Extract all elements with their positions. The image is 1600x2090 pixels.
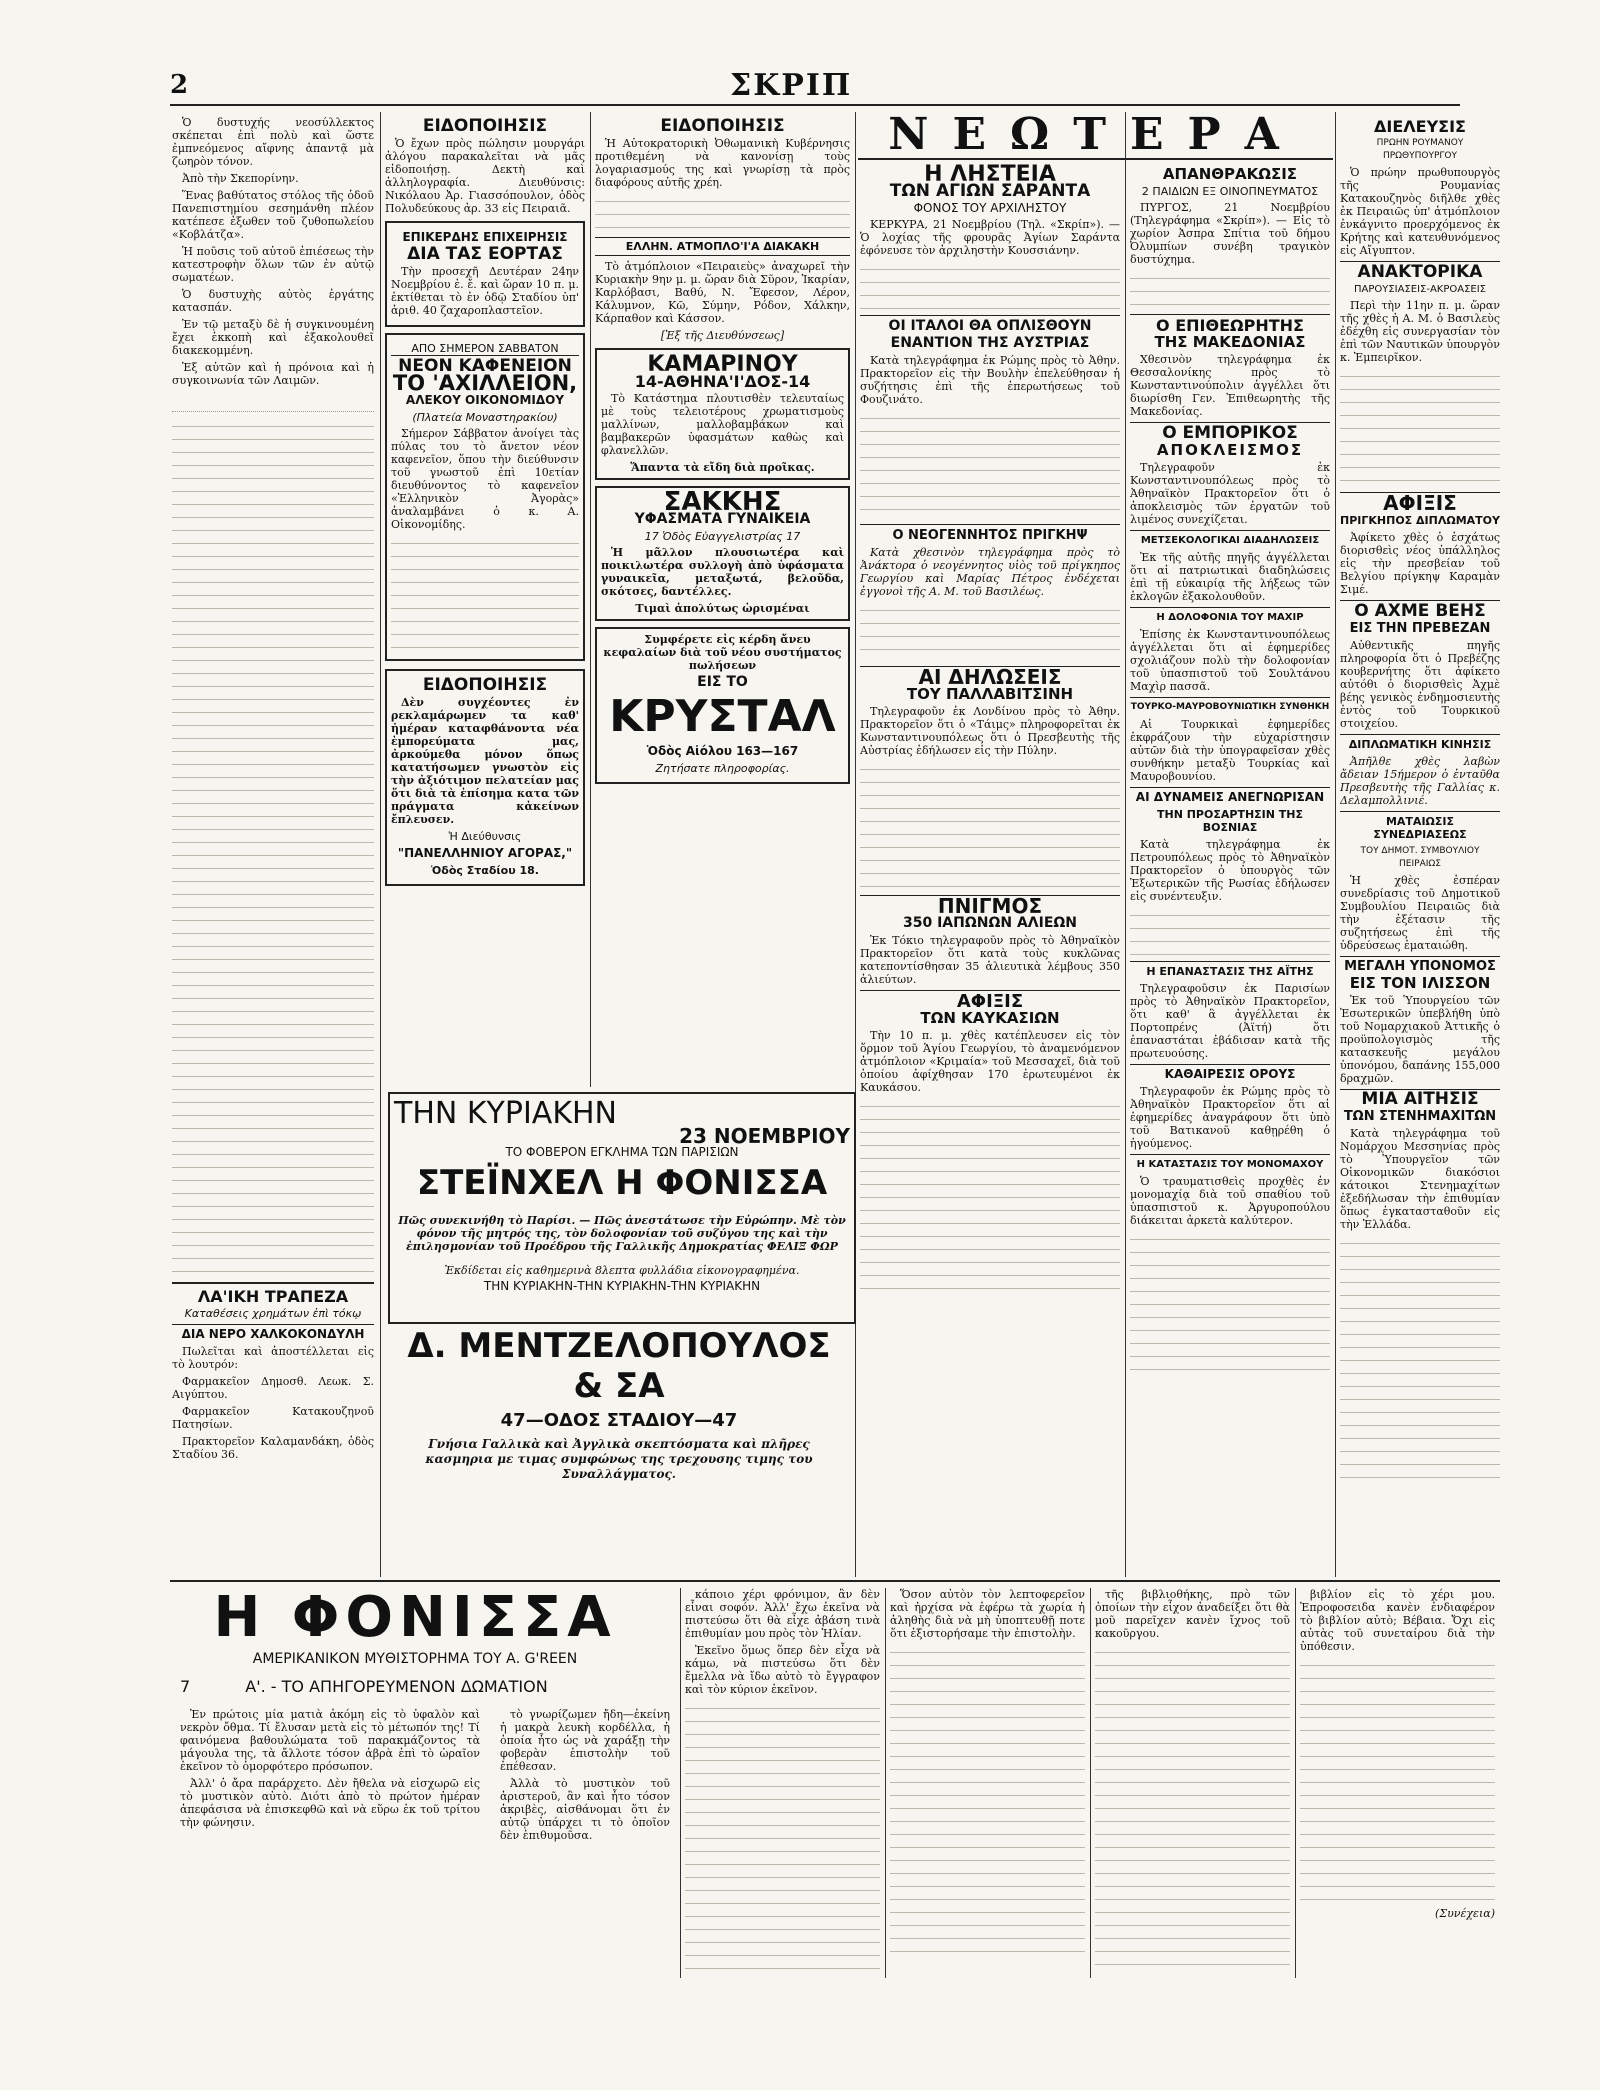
epitheoritis-heading: Ο ΕΠΙΘΕΩΡΗΤΗΣ: [1130, 314, 1330, 332]
dynameis-text: Κατὰ τηλεγράφημα ἐκ Πετρουπόλεως πρὸς τὸ Ἀθηναϊκὸν Πρακτορεῖον ὁ ὑπουργὸς τῶν Ἐξωτερικῶν τῆς Ρωσίας ἐδήλωσεν εἰς συνέντευξιν.: [1130, 838, 1330, 903]
vehis-text: Αὐθεντικῆς πηγῆς πληροφορία ὅτι ὁ Πρεβέζης κουβερνήτης ὅτι ἀφίκετο αὐτόθι ὁ διορισθεὶς Ἀχμὲ βέης γενικὸς ἐνδημοσιευτὴς ἐντὸς τοῦ Τουρκικοῦ στοιχείου.: [1340, 639, 1500, 730]
notice2-signature-name: "ΠΑΝΕΛΛΗΝΙΟΥ ΑΓΟΡΑΣ,": [397, 846, 573, 860]
epitheoritis-text: Χθεσινὸν τηλεγράφημα ἐκ Θεσσαλονίκης πρὸς τὸ Κωνσταντινούπολιν ἀγγέλλει ὅτι διωρίσθη Γεν. Ἐπιθεωρητὴς τῆς Μακεδονίας.: [1130, 353, 1330, 418]
pnigmos-subheading: 350 ΙΑΠΩΝΩΝ ΑΛΙΕΩΝ: [902, 915, 1078, 931]
emporikos-text: Τηλεγραφοῦν ἐκ Κωνσταντινουπόλεως πρὸς τὸ Ἀθηναϊκὸν Πρακτορεῖον ὅτι ὁ ἀποκλεισμὸς τῶν ἐργατῶν τοῦ λιμένος συνεχίζεται.: [1130, 461, 1330, 526]
sakkis-heading: ΣΑΚΚΗΣ: [663, 487, 782, 517]
epikerdis-heading: ΕΠΙΚΕΡΔΗΣ ΕΠΙΧΕΙΡΗΣΙΣ: [402, 230, 568, 244]
body-text-block: [1300, 1657, 1495, 1907]
masthead: [170, 70, 1460, 106]
serial-text: βιβλίον εἰς τὸ χέρι μου. Ἐπροφοσειδα κανὲν ἐνδιαφέρον τὸ βιβλίον αὐτὸ; Βέβαια. Ὄχι εἰς αὐτὰς τοῦ συνεταίρου διὰ τὴν ὑπόθεσιν.: [1300, 1588, 1495, 1653]
nero-text: Πωλεῖται καὶ ἀποστέλλεται εἰς τὸ λουτρόν:: [172, 1345, 374, 1371]
afixis6-text: Ἀφίκετο χθὲς ὁ ἐσχάτως διορισθεὶς νέος ὑπάλληλος εἰς τὴν πρεσβείαν τοῦ Βελγίου πρίγκηψ Καραμὰν Σιμέ.: [1340, 531, 1500, 596]
mentzelopoulos-name: Δ. ΜΕΝΤΖΕΛΟΠΟΥΛΟΣ & ΣΑ: [407, 1326, 831, 1406]
article-text: Ἐν τῷ μεταξὺ δὲ ἡ συγκινουμένη ἔχει ἐκκοπὴ καὶ ἐξακολουθεῖ διακεκομμένη.: [172, 318, 374, 357]
kyriaki-title: ΤΗΝ ΚΥΡΙΑΚΗΝ: [394, 1096, 617, 1131]
dynameis-subheading: ΤΗΝ ΠΡΟΣΑΡΤΗΣΙΝ ΤΗΣ ΒΟΣΝΙΑΣ: [1156, 808, 1304, 834]
epikerdis-text: Τὴν προσεχῆ Δευτέραν 24ην Νοεμβρίου ἐ. ἔ. καὶ ὥραν 10 π. μ. ἐκτίθεται τὸ ἐν ὁδῷ Σταδίου ὑπ' ἀριθ. 40 ζαχαροπλαστεῖον.: [391, 265, 579, 317]
body-text-block: [1095, 1644, 1290, 1974]
body-text-block: [1340, 368, 1500, 488]
kamarinou-heading: ΚΑΜΑΡΙΝΟΥ: [647, 352, 798, 377]
krystal-text: Συμφέρετε εἰς κέρδη ἄνευ κεφαλαίων διὰ τοῦ νέου συστήματος πωλήσεων: [603, 633, 842, 672]
kafeneio-box: [385, 333, 585, 661]
body-text-block: [1340, 1235, 1500, 1485]
body-text-block: [860, 261, 1120, 311]
krystal-eis: ΕΙΣ ΤΟ: [697, 674, 748, 690]
notice2-text: Δὲν συγχέοντες ἐν ρεκλαμάρωμεν τα καθ' ἡμέραν καταφθάνοντα νέα ἐμπορεύματα μας, ἀρκούμεθα μόνον ὅπως κατατήσωμεν γνωστὸν εἰς τὴν ἀξιότιμον πελατείαν μας ὅτι διὰ τὰ ἐπίσημα κατα τῶν πράγματα κἀκείνων ἔπλευσεν.: [391, 696, 579, 826]
dieleysis-text: Ὁ πρώην πρωθυπουργὸς τῆς Ρουμανίας Κατακουζηνὸς διῆλθε χθὲς ἐκ Πειραιῶς ὑπ' ἀτμόπλοιον ἐνκάγνιτο προερχόμενος ἐκ Κρήτης καὶ κατευθυνόμενος εἰς Αἴγυπτον.: [1340, 166, 1500, 257]
kamarinou-box: [595, 348, 850, 480]
column-rule: [590, 112, 591, 1087]
article-text: Ὁ δυστυχὴς αὐτὸς ἐργάτης κατασπάν.: [172, 288, 374, 314]
serial-column-3: [685, 1588, 880, 1978]
kathairesis-text: Τηλεγραφοῦν ἐκ Ρώμης πρὸς τὸ Ἀθηναϊκὸν Πρακτορεῖον ὅτι αἱ ἐφημερίδες ἀναγράφουν ὅτι ὑπὸ τοῦ Βατικανοῦ καθῃρέθη ὁ ἡγούμενος.: [1130, 1085, 1330, 1150]
atm-heading: ΕΛΛΗΝ. ΑΤΜΟΠΛΟ'Ι'Α ΔΙΑΚΑΚΗ: [595, 237, 850, 256]
kamarinou-note: Ἅπαντα τὰ εἴδη διὰ προῖκας.: [630, 461, 815, 474]
metsek-heading: ΜΕΤΣΕΚΟΛΟΓΙΚΑΙ ΔΙΑΔΗΛΩΣΕΙΣ: [1130, 530, 1330, 547]
monomaxou-heading: Η ΚΑΤΑΣΤΑΣΙΣ ΤΟΥ ΜΟΝΟΜΑΧΟΥ: [1130, 1154, 1330, 1171]
diloseis-subheading: ΤΟΥ ΠΑΛΛΑΒΙΤΣΙΝΗ: [906, 685, 1074, 703]
column-rule: [885, 1588, 886, 1978]
maxir-heading: Η ΔΟΛΟΦΟΝΙΑ ΤΟΥ ΜΑΧΙΡ: [1130, 607, 1330, 624]
krystal-heading: ΚΡΥΣΤΑΛ: [609, 691, 836, 742]
column-1: [172, 116, 374, 1576]
afixis-text: Τὴν 10 π. μ. χθὲς κατέπλευσεν εἰς τὸν ὅρμον τοῦ Ἁγίου Γεωργίου, τὸ ἀναμενόμενον ἀτμόπλοιον «Κριμαία» τοῦ Μεσσαχεῖ, διὰ τοῦ ὁποίου ἀφίχθησαν 170 ἐρωτευμένοι ἐκ Καυκάσου.: [860, 1029, 1120, 1094]
prigkips-heading: Ο ΝΕΟΓΕΝΝΗΤΟΣ ΠΡΙΓΚΗΨ: [860, 524, 1120, 542]
body-text-block: [595, 193, 850, 233]
pnigmos-text: Ἐκ Τόκιο τηλεγραφοῦν πρὸς τὸ Ἀθηναϊκὸν Πρακτορεῖον ὅτι κατὰ τοὺς κυκλῶνας κατεποντίσθησαν 35 ἁλιευτικὰ λέμβους 350 ἁλιεύτων.: [860, 934, 1120, 986]
body-text-block: [685, 1700, 880, 1978]
body-text-block: [1130, 270, 1330, 310]
column-3: [595, 116, 850, 1081]
anaktorika-heading: ΑΝΑΚΤΟΡΙΚΑ: [1340, 261, 1500, 279]
epanastasis-text: Τηλεγραφοῦσιν ἐκ Παρισίων πρὸς τὸ Ἀθηναϊκὸν Πρακτορεῖον, ὅτι καθ' ἃ ἀγγέλλεται ἐκ Πορτοπρένς (Ἀϊτή) ὅτι ἐπαναστάται ἐβάδισαν κατὰ τῆς πρωτευούσης.: [1130, 982, 1330, 1060]
column-rule: [1125, 112, 1126, 1577]
sakkis-address: 17 Ὁδὸς Εὐαγγελιστρίας 17: [644, 530, 801, 543]
body-text-block: [1130, 1231, 1330, 1381]
body-text-block: [391, 535, 579, 655]
italoi-heading: ΟΙ ΙΤΑΛΟΙ ΘΑ ΟΠΛΙΣΘΟΥΝ: [860, 315, 1120, 333]
section-divider: [170, 1580, 1500, 1582]
notice2-address: Ὁδὸς Σταδίου 18.: [431, 864, 539, 877]
column-6: [1340, 116, 1500, 1576]
body-text-block: [860, 1098, 1120, 1298]
serial-subtitle: ΑΜΕΡΙΚΑΝΙΚΟΝ ΜΥΘΙΣΤΟΡΗΜΑ ΤΟΥ Α. G'REEN: [252, 1651, 578, 1667]
vehis-subheading: ΕΙΣ ΤΗΝ ΠΡΕΒΕΖΑΝ: [1349, 621, 1491, 636]
diloseis-heading: ΑΙ ΔΗΛΩΣΕΙΣ: [860, 666, 1120, 684]
text-filler: [172, 391, 374, 412]
serial-section: [170, 1585, 1500, 1988]
lestia-heading: Η ΛΗΣΤΕΙΑ: [924, 164, 1056, 187]
serial-text: Ἐκεῖνο ὅμως ὅπερ δὲν εἶχα νὰ κάμω, νὰ πιστεύσω ὅτι δὲν ἔμελλα νὰ ἴδω αὐτὸ τὸ ἔγγραφον καὶ τὸν κύριον ἐκεῖνον.: [685, 1644, 880, 1696]
serial-text: Ἀλλὰ τὸ μυστικὸν τοῦ ἀριστεροῦ, ἂν καὶ ἦτο τόσον ἀκριβὲς, αἰσθάνομαι ὅτι ἐν αὐτῷ ὑπάρχει τι τὸ ὁποῖον δὲν ἐπιθυμοῦσα.: [500, 1777, 670, 1842]
kafeneio-heading: ΝΕΟΝ ΚΑΦΕΝΕΙΟΝ: [398, 356, 572, 376]
krystal-address: Ὁδὸς Αἰόλου 163—167: [646, 744, 799, 758]
kamarinou-address: 14-ΑΘΗΝΑ'Ι'ΔΟΣ-14: [634, 372, 811, 391]
prigkips-text: Κατὰ χθεσινὸν τηλεγράφημα πρὸς τὸ Ἀνάκτορα ὁ νεογέννητος υἱὸς τοῦ πρίγκηπος Γεωργίου καὶ Μαρίας Πέτρος ἐνδέχεται ἐγγονοὶ τῆς Α. Μ. τοῦ Βασιλέως.: [860, 546, 1120, 598]
serial-text: Ἐν πρώτοις μία ματιὰ ἀκόμη εἰς τὸ ὑφαλὸν καὶ νεκρὸν ὄθμα. Τί ἔλυσαν μετὰ εἰς τὸ μέτωπόν της! Τί φαινόμενα βαθουλώματα τοῦ παρακμάζοντος τὰ μάγουλα της, τὰ ἄλλοτε τόσον ἀβρὰ ἐπὶ τὸ ὡραῖον ἐκεῖνον τὸ ὁμορφότερο πρόσωπον.: [180, 1708, 480, 1773]
serial-column-2: [500, 1708, 670, 1978]
mataioseis-heading: ΜΑΤΑΙΩΣΙΣ ΣΥΝΕΔΡΙΑΣΕΩΣ: [1340, 811, 1500, 841]
article-text: Ἕνας βαθύτατος στόλος τῆς ὁδοῦ Πανεπιστημίου σεσημάνθη πλέον κατέπεσε ἐξωθεν τοῦ ζυθοπωλείου «Κοβλάτζα».: [172, 189, 374, 241]
ypon-heading: ΜΕΓΑΛΗ ΥΠΟΝΟΜΟΣ: [1340, 956, 1500, 973]
ypon-text: Ἐκ τοῦ Ὑπουργείου τῶν Ἐσωτερικῶν ὑπεβλήθη ὑπὸ τοῦ Νομαρχιακοῦ Ἀττικῆς ὁ προϋπολογισμὸς τῆς κατασκευῆς μεγάλου ὑπονόμου, δαπάνης 155,000 δραχμῶν.: [1340, 994, 1500, 1085]
column-rule: [1335, 112, 1336, 1577]
afixis-heading: ΑΦΙΞΙΣ: [860, 990, 1120, 1008]
notice-text: Ὁ ἔχων πρὸς πώλησιν μουργάρι ἀλόγου παρακαλεῖται νὰ μᾶς εἰδοποιήσῃ. Δεκτὴ καὶ ἀλληλογραφία. Διευθύνσις: Νικόλαου Ἀρ. Γιασσόπουλον, ὁδὸς Πολυδεύκους ἀρ. 33 εἰς Πειραιᾶ.: [385, 137, 585, 215]
emporikos-subheading: ΑΠΟΚΛΕΙΣΜΟΣ: [1156, 441, 1304, 459]
afixis6-heading: ΑΦΙΞΙΣ: [1340, 492, 1500, 510]
column-rule: [1090, 1588, 1091, 1978]
afixis-subheading: ΤΩΝ ΚΑΥΚΑΣΙΩΝ: [920, 1009, 1060, 1027]
body-text-block: [860, 602, 1120, 662]
nero-text: Φαρμακεῖον Δημοσθ. Λεωκ. Σ. Αιγύπτου.: [172, 1375, 374, 1401]
notice-text: Ἡ Αὐτοκρατορικὴ Ὀθωμανικὴ Κυβέρνησις προτιθεμένη νὰ κανονίσῃ τοὺς λογαριασμούς της καὶ γνωρίσῃ τὰ πρὸς διαφόρους αὐτῆς χρέη.: [595, 137, 850, 189]
metsek-text: Ἐκ τῆς αὐτῆς πηγῆς ἀγγέλλεται ὅτι αἱ πατριωτικαὶ διαδηλώσεις ἐπὶ τῇ εὐκαιρίᾳ τῆς λήξεως τῶν ἐκλογῶν ἐξακολουθοῦν.: [1130, 551, 1330, 603]
anthrak-heading: ΑΠΑΝΘΡΑΚΩΣΙΣ: [1162, 165, 1298, 183]
column-4: [860, 164, 1120, 1574]
anthrak-text: ΠΥΡΓΟΣ, 21 Νοεμβρίου (Τηλεγράφημα «Σκρίπ»). — Εἰς τὸ χωρίον Ἀσπρα Σπίτια τοῦ δήμου Ὀλυμπίων συνέβη τραγικὸν δυστύχημα.: [1130, 201, 1330, 266]
body-text-block: [860, 410, 1120, 520]
notice2-box: [385, 669, 585, 886]
column-rule: [1295, 1588, 1296, 1978]
body-text-block: [890, 1644, 1085, 1964]
epikerdis-box: [385, 221, 585, 327]
kyriaki-note: Ἐκδίδεται εἰς καθημερινὰ 8λεπτα φυλλάδια εἰκονογραφημένα.: [444, 1264, 800, 1277]
kafeneio-location: (Πλατεία Μοναστηρακίου): [412, 411, 558, 424]
diloseis-text: Τηλεγραφοῦν ἐκ Λονδίνου πρὸς τὸ Ἀθην. Πρακτορεῖον ὅτι ὁ «Τάιμς» πληροφορεῖται ἐκ Κωνσταντινουπόλεως ὅτι ὁ Πρεσβευτὴς τῆς Αὐστρίας ἐδήλωσεν εἰς τὴν Πύλην.: [860, 705, 1120, 757]
diplo-text: Ἀπῆλθε χθὲς λαβὼν ἄδειαν 15ήμερον ὁ ἐνταῦθα Πρεσβευτὴς τῆς Γαλλίας κ. Δελαμπολλινιέ.: [1340, 755, 1500, 807]
dieleysis-heading: ΔΙΕΛΕΥΣΙΣ: [1374, 117, 1466, 136]
italoi-subheading: ΕΝΑΝΤΙΟΝ ΤΗΣ ΑΥΣΤΡΙΑΣ: [890, 335, 1090, 351]
serial-column-1: [180, 1708, 480, 1978]
mentzelopoulos-address: 47—ΟΔΟΣ ΣΤΑΔΙΟΥ—47: [500, 1410, 738, 1431]
body-text-block: [1130, 907, 1330, 957]
kyriaki-date: 23 ΝΟΕΜΒΡΙΟΥ: [679, 1124, 850, 1148]
notice-heading: ΕΙΔΟΠΟΙΗΣΙΣ: [660, 116, 785, 136]
page-number: 2: [170, 70, 189, 100]
body-text-block: [172, 418, 374, 1278]
aitisis-subheading: ΤΩΝ ΣΤΕΝΗΜΑΧΙΤΩΝ: [1343, 1109, 1497, 1124]
newspaper-title: ΣΚΡΙΠ: [730, 68, 853, 103]
anaktorika-subheading: ΠΑΡΟΥΣΙΑΣΕΙΣ-ΑΚΡΟΑΣΕΙΣ: [1353, 284, 1487, 295]
laiki-trapeza-subheading: Καταθέσεις χρημάτων ἐπὶ τόκῳ: [184, 1307, 362, 1320]
nero-text: Φαρμακεῖον Κατακουζηνοῦ Πατησίων.: [172, 1405, 374, 1431]
article-text: Ὁ δυστυχής νεοσύλλεκτος σκέπεται ἐπὶ πολὺ καὶ ὥστε ἐμπνεόμενος αἴφνης ἀπαντᾷ μὰ ζωηρὸν τόνον.: [172, 116, 374, 168]
tourko-heading: ΤΟΥΡΚΟ-ΜΑΥΡΟΒΟΥΝΙΩΤΙΚΗ ΣΥΝΘΗΚΗ: [1130, 697, 1330, 714]
column-rule: [380, 112, 381, 1577]
sakkis-note: Τιμαὶ ἀπολύτως ὡρισμέναι: [635, 602, 810, 615]
anaktorika-text: Περὶ τὴν 11ην π. μ. ὥραν τῆς χθὲς ἡ Α. Μ. ὁ Βασιλεὺς ἐδέχθη εἰς συνεργασίαν τὸν ἐπὶ τῶν Ναυτικῶν ὑπουργὸν κ. Ἐμπειρῖκον.: [1340, 299, 1500, 364]
notice-heading: ΕΙΔΟΠΟΙΗΣΙΣ: [422, 116, 548, 136]
dynameis-heading: ΑΙ ΔΥΝΑΜΕΙΣ ΑΝΕΓΝΩΡΙΣΑΝ: [1130, 787, 1330, 804]
kyriaki-headline: ΣΤΕΪΝΧΕΛ Η ΦΟΝΙΣΣΑ: [416, 1163, 828, 1203]
mentzelopoulos-ad: [388, 1322, 850, 1572]
serial-column-5: [1095, 1588, 1290, 1978]
column-2: [385, 116, 585, 1081]
serial-heading-block: [180, 1585, 650, 1696]
sakkis-text: Ἡ μᾶλλον πλουσιωτέρα καὶ ποικιλωτέρα συλλογὴ ἀπὸ ὑφάσματα γυναικεῖα, μεταξωτά, βελοῦδα, σκότσες, δαντέλλες.: [601, 546, 844, 598]
serial-text: Ἀλλ' ὁ ἄρα παράρχετο. Δὲν ἤθελα νὰ εἰσχωρῶ εἰς τὸ μυστικὸν αὐτὸ. Διότι ἀπὸ τὸ πρώτον ἡμέραν ἀπεφάσισα νὰ ἐπισκεφθῶ καὶ νὰ εὕρω ἐκ τοῦ τρίτου τὴν φώνησιν.: [180, 1777, 480, 1829]
neotera-title: ΝΕΩΤΕΡΑ: [888, 109, 1303, 160]
notice2-heading: ΕΙΔΟΠΟΙΗΣΙΣ: [422, 675, 548, 695]
kafeneio-name: ΤΟ 'ΑΧΙΛΛΕΙΟΝ,: [392, 371, 578, 395]
serial-continued: (Συνέχεια): [1435, 1907, 1495, 1920]
article-text: Ἐξ αὐτῶν καὶ ἡ πρόνοια καὶ ἡ συγκοινωνία τῶν Λαιμῶν.: [172, 361, 374, 387]
kafeneio-text: Σήμερον Σάββατον ἀνοίγει τὰς πύλας του τὸ ἄνετον νέον καφενεῖον, ὅπου τὴν διεύθυνσιν τοῦ γνωστοῦ ἐπὶ 10ετίαν διευθύνοντος τὸ καφενεῖον «Ἑλληνικὸν Ἀγορὰς» ἀναλαμβάνει ὁ κ. Α. Οἰκονομίδης.: [391, 427, 579, 531]
serial-text: Ὅσον αὐτὸν τὸν λεπτοφερεῖον καὶ ἠρχίσα νὰ ἐφέρω τὰ χωρία ἡ ἀληθὴς διὰ νὰ μὴ ὑποπτευθῇ ποτε ὅτι ἐξιστορήσαμε τὴν ἐπιστολὴν.: [890, 1588, 1085, 1640]
kathairesis-heading: ΚΑΘΑΙΡΕΣΙΣ ΟΡΟΥΣ: [1130, 1064, 1330, 1081]
column-rule: [680, 1588, 681, 1978]
krystal-note: Ζητήσατε πληροφορίας.: [655, 762, 790, 775]
aitisis-heading: ΜΙΑ ΑΙΤΗΣΙΣ: [1340, 1089, 1500, 1106]
chapter-title: Α'. - ΤΟ ΑΠΗΓΟΡΕΥΜΕΝΟΝ ΔΩΜΑΤΙΟΝ: [245, 1677, 548, 1696]
kyriaki-text: Πῶς συνεκινήθη τὸ Παρίσι. — Πῶς ἀνεστάτωσε τὴν Εὐρώπην. Μὲ τὸν φόνον τῆς μητρός της, τὸν δολοφονίαν τοῦ συζύγου της καὶ τὴν ἐπιλησμονίαν τοῦ Προέδρου τῆς Γαλλικῆς Δημοκρατίας ΦΕΛΙΞ ΦΩΡ: [398, 1214, 846, 1253]
article-text: Ἀπὸ τὴν Σκεπορίνην.: [182, 172, 299, 185]
kyriaki-ad: [388, 1092, 856, 1324]
apo-simeron-heading: ΑΠΟ ΣΗΜΕΡΟΝ ΣΑΒΒΑΤΟΝ: [391, 342, 579, 356]
epikerdis-subheading: ΔΙΑ ΤΑΣ ΕΟΡΤΑΣ: [407, 244, 563, 264]
column-rule: [855, 112, 856, 1577]
afixis6-subheading: ΠΡΙΓΚΗΠΟΣ ΔΙΠΛΩΜΑΤΟΥ: [1340, 514, 1500, 527]
serial-chapter: [180, 1677, 650, 1696]
emporikos-heading: Ο ΕΜΠΟΡΙΚΟΣ: [1130, 422, 1330, 440]
body-text-block: [860, 761, 1120, 891]
diplo-heading: ΔΙΠΛΩΜΑΤΙΚΗ ΚΙΝΗΣΙΣ: [1340, 734, 1500, 751]
laiki-trapeza-heading: ΛΑ'ΙΚΗ ΤΡΑΠΕΖΑ: [172, 1282, 374, 1303]
lestia-text: ΚΕΡΚΥΡΑ, 21 Νοεμβρίου (Τηλ. «Σκρίπ»). — Ὁ λοχίας τῆς φρουρᾶς Ἀγίων Σαράντα ἐφόνευσε τὸν ἀρχιληστὴν Κουσσιάνην.: [860, 218, 1120, 257]
aitisis-text: Κατὰ τηλεγράφημα τοῦ Νομάρχου Μεσσηνίας πρὸς τὸ Ὑπουργεῖον τῶν Οἰκονομικῶν διακόσιοι κάτοικοι Στενημαχίτων ἐξεδήλωσαν τὴν ἐπιθυμίαν ὅπως ἐγκατασταθοῦν εἰς τὴν Ἑλλάδα.: [1340, 1127, 1500, 1231]
notice2-signature: Ἡ Διεύθυνσις: [448, 830, 522, 843]
epitheoritis-subheading: ΤΗΣ ΜΑΚΕΔΟΝΙΑΣ: [1154, 333, 1306, 351]
lestia-subheading-2: ΦΟΝΟΣ ΤΟΥ ΑΡΧΙΛΗΣΤΟΥ: [913, 201, 1067, 215]
dieleysis-subheading: ΠΡΩΗΝ ΡΟΥΜΑΝΟΥ ΠΡΩΘΥΠΟΥΡΓΟΥ: [1376, 138, 1464, 161]
serial-title: Η ΦΟΝΙΣΣΑ: [213, 1585, 617, 1650]
serial-column-6: [1300, 1588, 1495, 1978]
mentzelopoulos-text: Γνήσια Γαλλικὰ καὶ Ἀγγλικὰ σκεπτόσματα καὶ πλῆρες κασμηρια με τιμας συμφώνως της τρεχουσης τιμης του Συναλλάγματος.: [425, 1437, 813, 1481]
sakkis-subheading: ΥΦΑΣΜΑΤΑ ΓΥΝΑΙΚΕΙΑ: [634, 511, 811, 527]
vehis-heading: Ο ΑΧΜΕ ΒΕΗΣ: [1340, 600, 1500, 618]
serial-text: τῆς βιβλιοθήκης, πρὸ τῶν ὁποίων τὴν εἶχον ἀναδείξει ὅτι θὰ μοῦ παρεῖχεν κανὲν ἴχνος τοῦ κακοῦργου.: [1095, 1588, 1290, 1640]
chapter-number: 7: [180, 1677, 191, 1696]
nero-text: Πρακτορεῖον Καλαμανδάκη, ὁδὸς Σταδίου 36.: [172, 1435, 374, 1461]
serial-text: κάποιο χέρι φρόνιμον, ἂν δὲν εἶναι σοφόν. Ἀλλ' ἔχω ἐκεῖνα νὰ πιστεύσω ὅτι θὰ εἶχε ἀβάση τινὰ ἐπιθυμίαν μου πρὸς τὸν Ἡλίαν.: [685, 1588, 880, 1640]
atm-note: [Ἐξ τῆς Διευθύνσεως]: [660, 329, 785, 342]
ypon-subheading: ΕΙΣ ΤΟΝ ΙΛΙΣΣΟΝ: [1349, 974, 1491, 992]
sakkis-box: [595, 486, 850, 621]
tourko-text: Αἱ Τουρκικαὶ ἐφημερίδες ἐκφράζουν τὴν εὐχαρίστησιν αὐτῶν διὰ τὴν ὑπογραφεῖσαν χθὲς συνθήκην μεταξὺ Τουρκίας καὶ Μαυροβουνίου.: [1130, 718, 1330, 783]
column-5: [1130, 164, 1330, 1574]
nero-heading: ΔΙΑ ΝΕΡΟ ΧΑΛΚΟΚΟΝΔΥΛΗ: [172, 1324, 374, 1341]
pnigmos-heading: ΠΝΙΓΜΟΣ: [860, 895, 1120, 913]
lestia-subheading: ΤΩΝ ΑΓΙΩΝ ΣΑΡΑΝΤΑ: [889, 181, 1091, 201]
maxir-text: Ἐπίσης ἐκ Κωνσταντινουπόλεως ἀγγέλλεται ὅτι αἱ ἐφημερίδες σχολιάζουν πολὺ τὴν δολοφονίαν τοῦ ὑπασπιστοῦ τοῦ Σουλτάνου Μαχὶρ πασσᾶ.: [1130, 628, 1330, 693]
monomaxou-text: Ὁ τραυματισθεὶς προχθὲς ἐν μονομαχίᾳ διὰ τοῦ σπαθίου τοῦ ὑπασπιστοῦ κ. Ἀργυροπούλου διάκειται ἀρκετὰ καλύτερον.: [1130, 1175, 1330, 1227]
kyriaki-repeat: ΤΗΝ ΚΥΡΙΑΚΗΝ-ΤΗΝ ΚΥΡΙΑΚΗΝ-ΤΗΝ ΚΥΡΙΑΚΗΝ: [483, 1279, 761, 1293]
anthrak-subheading: 2 ΠΑΙΔΙΩΝ ΕΞ ΟΙΝΟΠΝΕΥΜΑΤΟΣ: [1141, 185, 1319, 198]
article-text: Ἡ ποῦσις τοῦ αὐτοῦ ἐπιέσεως τὴν κατεστροφὴν ὅλων τῶν ἐν αὐτῷ σωματέων.: [172, 245, 374, 284]
mataioseis-subheading: ΤΟΥ ΔΗΜΟΤ. ΣΥΜΒΟΥΛΙΟΥ ΠΕΙΡΑΙΩΣ: [1360, 846, 1480, 869]
italoi-text: Κατὰ τηλεγράφημα ἐκ Ρώμης πρὸς τὸ Ἀθην. Πρακτορεῖον εἰς τὴν Βουλὴν ἐπελεύθησαν ἡ συζήτησις ἐπὶ τῆς ἐπερωτήσεως τοῦ Φουζινάτο.: [860, 354, 1120, 406]
serial-text: τὸ γνωρίζωμεν ἤδη—ἐκείνη ἡ μακρὰ λευκὴ κορδέλλα, ἡ ὁποία ἦτο ὡς νὰ χαράξῃ τὴν φοβερὰν ἐπιστολὴν τοῦ ἐπέθεσαν.: [500, 1708, 670, 1773]
serial-column-4: [890, 1588, 1085, 1978]
kafeneio-owner: ΑΛΕΚΟΥ ΟΙΚΟΝΟΜΙΔΟΥ: [405, 393, 565, 407]
epanastasis-heading: Η ΕΠΑΝΑΣΤΑΣΙΣ ΤΗΣ ΑΪΤΗΣ: [1130, 961, 1330, 978]
kamarinou-text: Τὸ Κατάστημα πλουτισθὲν τελευταίως μὲ τοὺς τελειοτέρους χρωματισμοὺς μαλλίνων, μαλλοβαμβάκων καὶ βαμβακερῶν ὑφασμάτων καθὼς καὶ φλανελλῶν.: [601, 392, 844, 457]
neotera-banner: [858, 109, 1333, 160]
mataioseis-text: Ἡ χθὲς ἐσπέραν συνεδρίασις τοῦ Δημοτικοῦ Συμβουλίου Πειραιῶς διὰ τὴν ἐξέτασιν τῆς συζητήσεως ἐπὶ τῆς ὑδρεύσεως ἐματαιώθη.: [1340, 874, 1500, 952]
kyriaki-subtitle: ΤΟ ΦΟΒΕΡΟΝ ΕΓΚΛΗΜΑ ΤΩΝ ΠΑΡΙΣΙΩΝ: [505, 1145, 739, 1159]
krystal-box: [595, 627, 850, 784]
atm-text: Τὸ ἀτμόπλοιον «Πειραιεὺς» ἀναχωρεῖ τὴν Κυριακὴν 9ην μ. μ. ὥραν διὰ Σῦρον, Ἰκαρίαν, Καρλόβασι, Βαθύ, Ν. Ἔφεσον, Λέρον, Κάλυμνον, Κῶ, Σύμην, Ρόδον, Χάλκην, Κάρπαθον καὶ Κάσσον.: [595, 260, 850, 325]
